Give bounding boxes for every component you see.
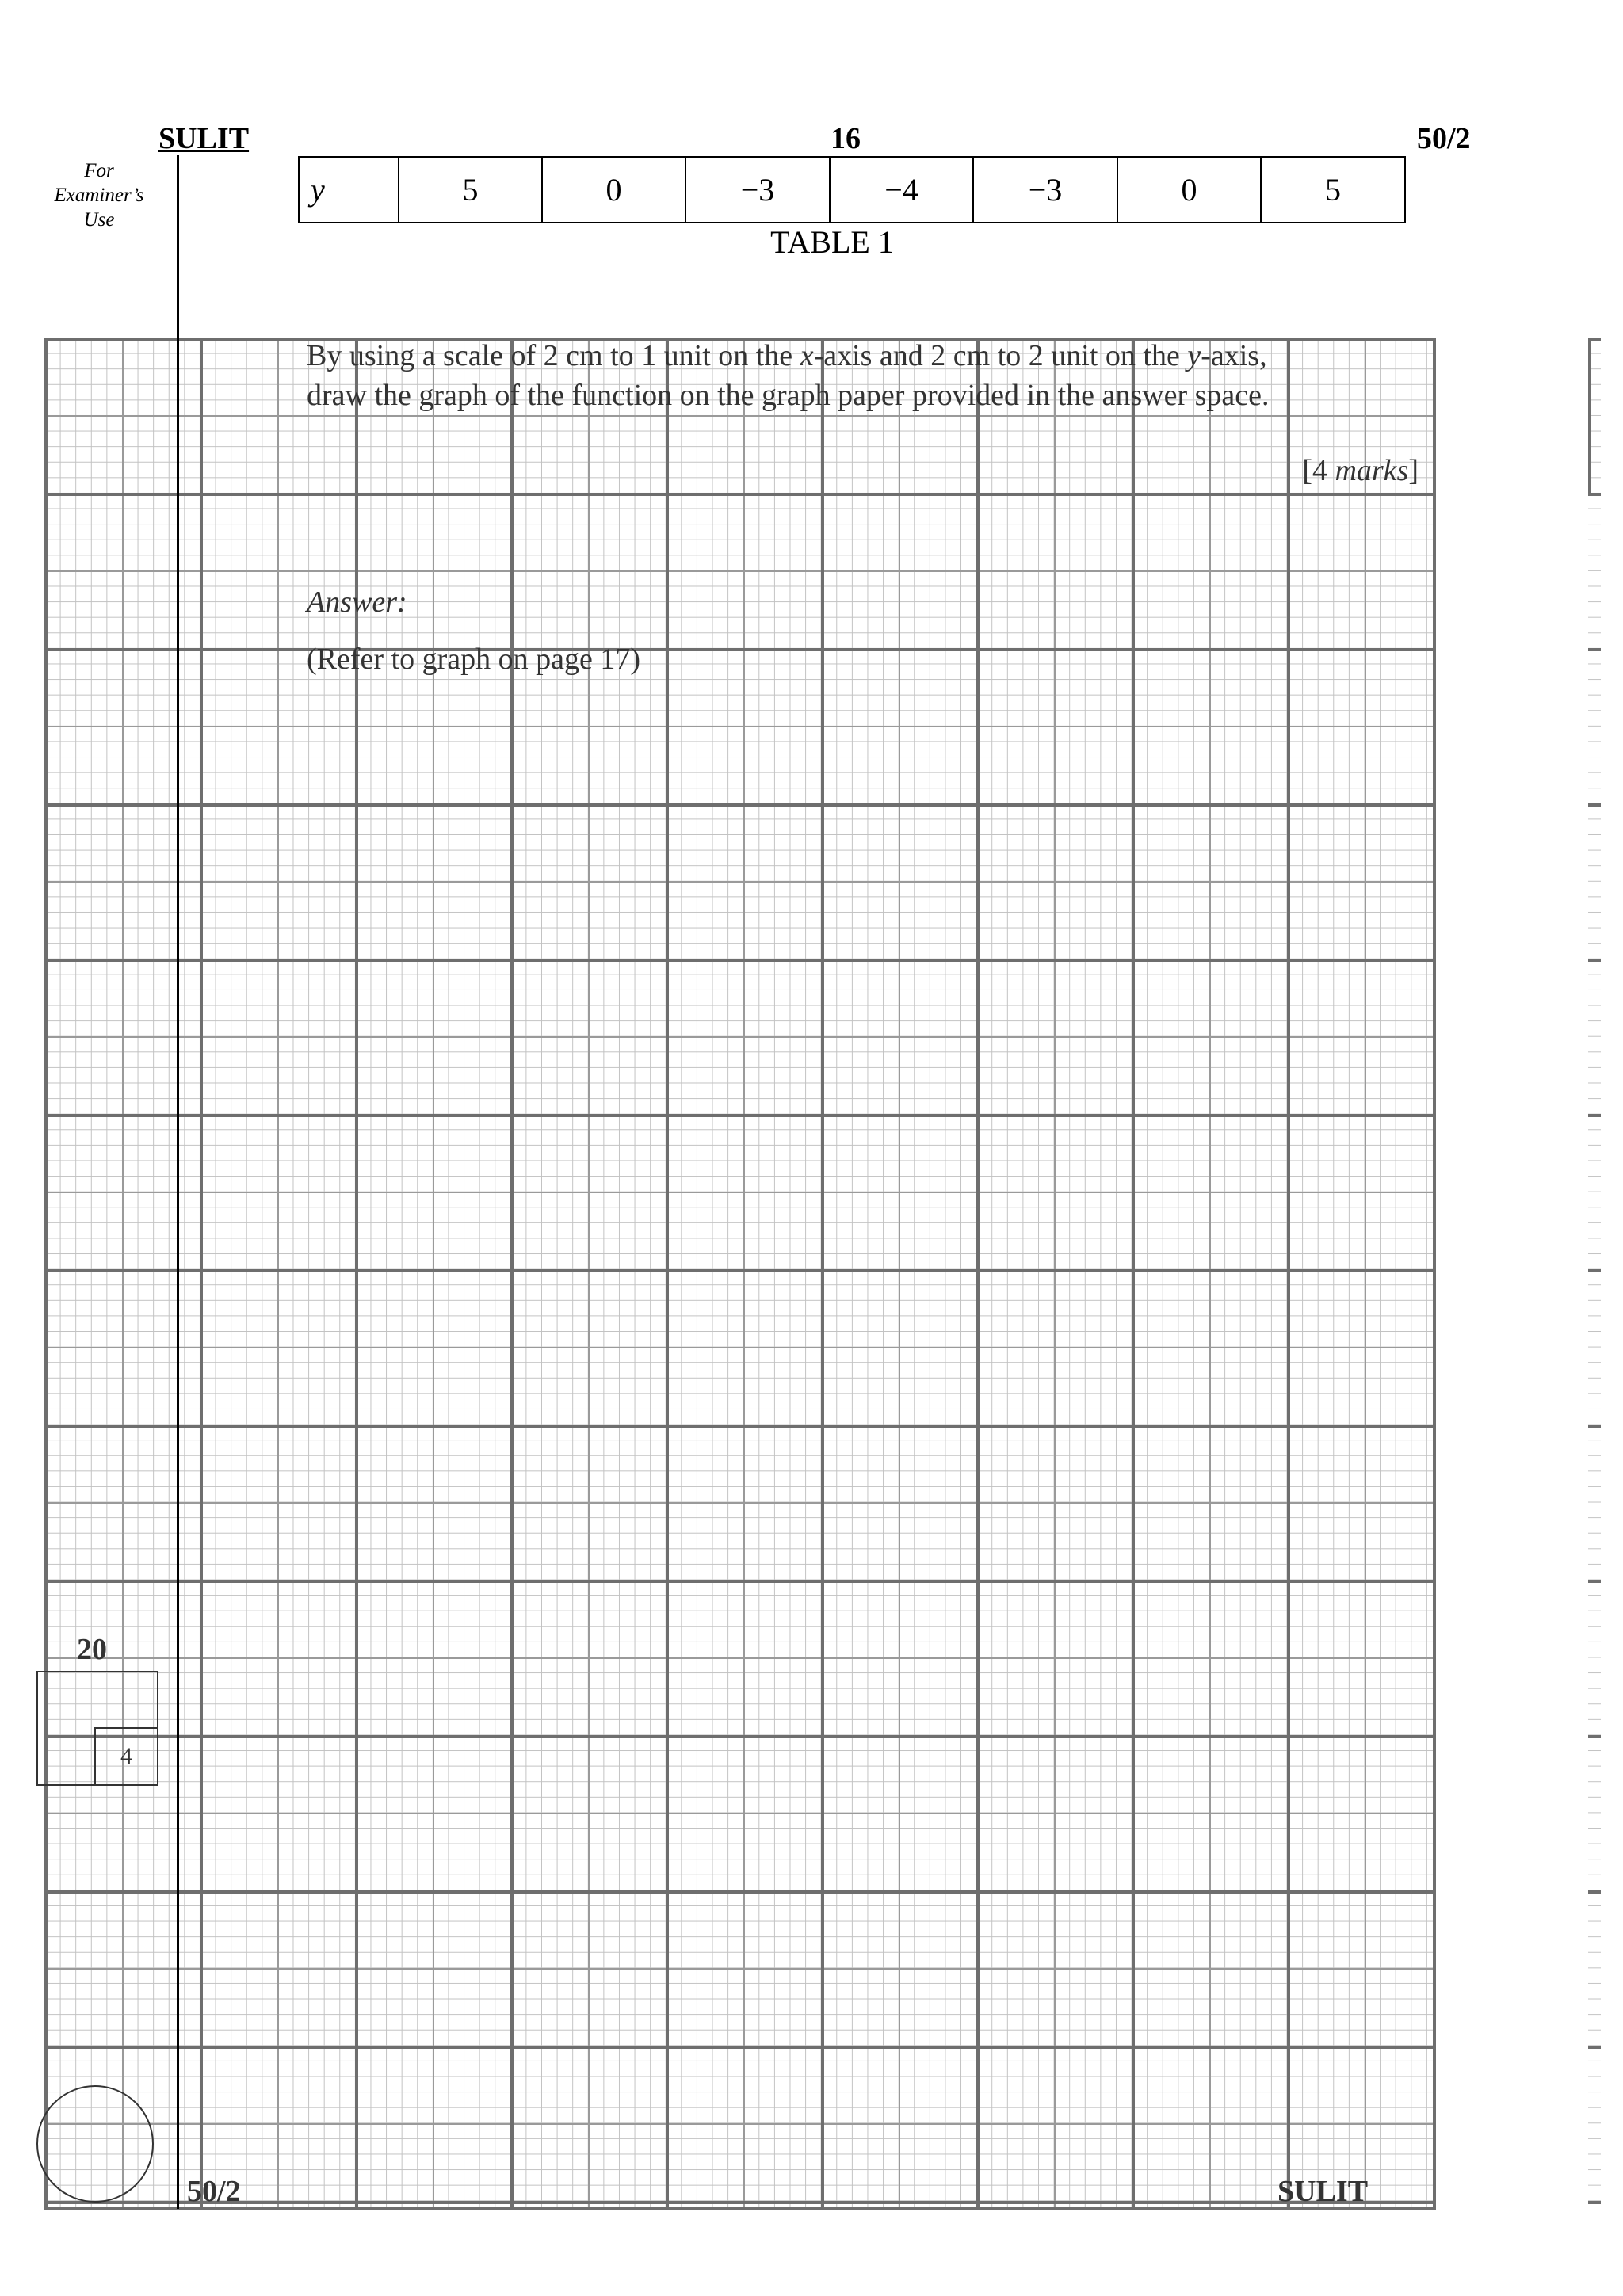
examiner-use-note xyxy=(32,158,166,232)
examiner-note-line: Use xyxy=(83,209,115,231)
examiner-note-line: For xyxy=(84,160,114,181)
values-table xyxy=(298,156,1406,223)
examiner-score-circle xyxy=(36,2085,154,2203)
marks-box-total: 4 xyxy=(94,1727,158,1786)
examiner-margin-rule xyxy=(177,155,179,2209)
question-line-2: draw the graph of the function on the graph paper provided in the answer space. xyxy=(307,379,1270,412)
refer-to-graph-note: (Refer to graph on page 17) xyxy=(307,643,641,676)
marks-allocation xyxy=(1189,453,1419,488)
question-line-1 xyxy=(307,336,1432,376)
table-caption: TABLE 1 xyxy=(770,224,894,260)
table-cell: 0 xyxy=(542,157,685,223)
paper-code-bottom: 50/2 xyxy=(187,2175,241,2208)
table-row-label: y xyxy=(299,157,399,223)
question-text-part: -axis, xyxy=(1201,339,1267,372)
footer-sulit-label: SULIT xyxy=(1277,2175,1369,2208)
table-cell: 0 xyxy=(1117,157,1261,223)
table-cell: 5 xyxy=(1261,157,1405,223)
table-cell: 5 xyxy=(399,157,542,223)
marks-word: marks xyxy=(1335,454,1409,487)
paper-code-top: 50/2 xyxy=(1417,122,1471,155)
question-text xyxy=(307,336,1432,415)
answer-label: Answer: xyxy=(307,585,407,619)
page-number: 16 xyxy=(831,122,861,155)
table-cell: −4 xyxy=(830,157,973,223)
x-variable: x xyxy=(800,339,814,372)
table-row xyxy=(299,157,1405,223)
graph-paper xyxy=(44,338,1436,2210)
marks-open: [4 xyxy=(1302,454,1335,487)
table-cell: −3 xyxy=(685,157,830,223)
graph-paper-edge xyxy=(1588,338,1601,2207)
header-sulit-label: SULIT xyxy=(158,122,250,155)
question-text-part: By using a scale of 2 cm to 1 unit on the xyxy=(307,339,800,372)
question-number: 20 xyxy=(77,1633,107,1666)
y-variable: y xyxy=(1187,339,1201,372)
table-cell: −3 xyxy=(973,157,1117,223)
examiner-note-line: Examiner’s xyxy=(54,185,144,206)
question-text-part: -axis and 2 cm to 2 unit on the xyxy=(813,339,1188,372)
marks-close: ] xyxy=(1408,454,1419,487)
